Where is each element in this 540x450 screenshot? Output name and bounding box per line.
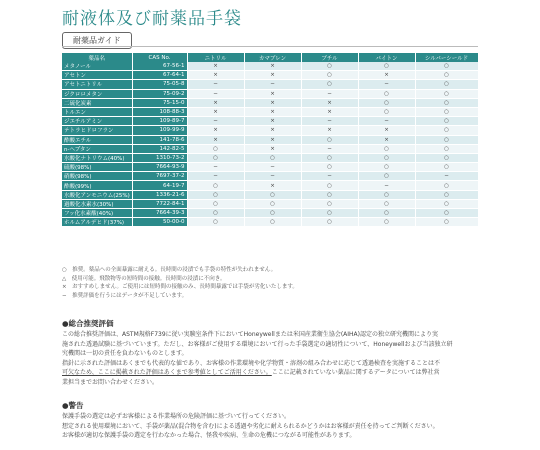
- rating-cell: ○: [244, 190, 301, 199]
- table-row: [62, 218, 478, 227]
- rating-cell: ×: [187, 71, 244, 80]
- chemical-name-cell: アセトン: [62, 71, 132, 80]
- section-heading-warning: ●警告: [62, 401, 84, 410]
- rating-cell: ○: [358, 163, 415, 172]
- rating-cell: ×: [187, 98, 244, 107]
- rating-cell: −: [187, 80, 244, 89]
- rating-cell: ○: [301, 153, 358, 162]
- rating-cell: ○: [415, 89, 478, 98]
- cas-number-cell: 142-82-5: [132, 144, 187, 153]
- rating-cell: ○: [415, 181, 478, 190]
- table-row: [62, 80, 478, 89]
- section-body-warning: [62, 412, 482, 441]
- rating-cell: ×: [244, 89, 301, 98]
- table-row: [62, 199, 478, 208]
- rating-cell: ○: [187, 218, 244, 227]
- cas-number-cell: 7697-37-2: [132, 172, 187, 181]
- rating-cell: ○: [301, 199, 358, 208]
- rating-cell: ×: [358, 135, 415, 144]
- rating-cell: ×: [187, 107, 244, 116]
- rating-cell: ×: [244, 144, 301, 153]
- rating-cell: ○: [415, 126, 478, 135]
- cas-number-cell: 67-56-1: [132, 62, 187, 71]
- table-body: [62, 62, 478, 227]
- rating-cell: −: [415, 172, 478, 181]
- rating-cell: ○: [415, 135, 478, 144]
- chemical-resistance-table: [62, 53, 479, 227]
- rating-cell: ○: [358, 98, 415, 107]
- rating-cell: ○: [415, 209, 478, 218]
- column-header: CAS No.: [132, 53, 187, 62]
- table-row: [62, 163, 478, 172]
- rating-cell: ×: [187, 126, 244, 135]
- rating-cell: ○: [358, 107, 415, 116]
- rating-cell: −: [187, 89, 244, 98]
- rating-cell: ○: [358, 89, 415, 98]
- cas-number-cell: 75-09-2: [132, 89, 187, 98]
- rating-cell: −: [358, 181, 415, 190]
- rating-cell: ×: [244, 71, 301, 80]
- rating-cell: ○: [244, 209, 301, 218]
- paragraph-line: 保護手袋の選定は必ずお客様による作業場所の危険評価に基づいて行ってください。: [62, 413, 291, 420]
- legend-not-recommended: × おすすめしません。ご使用には短時間の接触のみ、長時間暴露では手袋が劣化いたします。: [62, 284, 298, 290]
- rating-cell: −: [187, 172, 244, 181]
- table-row: [62, 144, 478, 153]
- chemical-name-cell: フッ化水素酸(40%): [62, 209, 132, 218]
- rating-cell: ×: [187, 135, 244, 144]
- chemical-name-cell: 水酸化アンモニウム(25%): [62, 190, 132, 199]
- rating-cell: ○: [301, 80, 358, 89]
- rating-cell: ○: [244, 199, 301, 208]
- column-header: バイトン: [358, 53, 415, 62]
- chemical-name-cell: 水酸化ナトリウム(40%): [62, 153, 132, 162]
- rating-cell: ○: [358, 153, 415, 162]
- rating-cell: ○: [415, 71, 478, 80]
- rating-cell: ○: [358, 62, 415, 71]
- chemical-name-cell: ジクロロメタン: [62, 89, 132, 98]
- table-row: [62, 181, 478, 190]
- rating-cell: ○: [187, 181, 244, 190]
- cas-number-cell: 141-78-6: [132, 135, 187, 144]
- cas-number-cell: 75-15-0: [132, 98, 187, 107]
- rating-cell: ×: [187, 62, 244, 71]
- rating-cell: ○: [358, 172, 415, 181]
- guide-divider: [62, 46, 478, 47]
- chemical-name-cell: トルエン: [62, 107, 132, 116]
- table-row: [62, 117, 478, 126]
- table-row: [62, 172, 478, 181]
- page-title: 耐液体及び耐薬品手袋: [62, 9, 242, 29]
- rating-cell: ○: [301, 181, 358, 190]
- chemical-name-cell: 硫酸(98%): [62, 163, 132, 172]
- rating-cell: ×: [301, 126, 358, 135]
- rating-cell: −: [301, 117, 358, 126]
- paragraph-line: 可欠なため、ここに掲載された評価はあくまで参考値としてご活用ください。ここに記載されていない薬品に関するデータについては弊社営: [62, 369, 440, 376]
- rating-cell: −: [187, 163, 244, 172]
- rating-cell: ○: [415, 218, 478, 227]
- column-header: 薬品名: [62, 53, 132, 62]
- table-row: [62, 126, 478, 135]
- cas-number-cell: 7722-84-1: [132, 199, 187, 208]
- paragraph-line: 想定される使用環境において、手袋が薬品(混合物を含む)による透過や劣化に耐えられるかどうかはお客様が責任を持ってご判断ください。: [62, 422, 439, 430]
- chemical-name-cell: 二硫化炭素: [62, 98, 132, 107]
- table-row: [62, 62, 478, 71]
- rating-cell: ○: [187, 199, 244, 208]
- rating-cell: ○: [301, 218, 358, 227]
- rating-cell: ○: [415, 107, 478, 116]
- rating-cell: ×: [244, 117, 301, 126]
- table-row: [62, 209, 478, 218]
- rating-cell: −: [358, 80, 415, 89]
- rating-cell: ×: [244, 135, 301, 144]
- cas-number-cell: 1336-21-6: [132, 190, 187, 199]
- cas-number-cell: 75-05-8: [132, 80, 187, 89]
- rating-cell: ○: [301, 163, 358, 172]
- rating-cell: −: [358, 117, 415, 126]
- rating-cell: ○: [415, 117, 478, 126]
- rating-cell: ○: [358, 218, 415, 227]
- underlined-note: 可欠なため、ここに掲載された評価はあくまで参考値としてご活用ください。: [62, 369, 272, 376]
- chemical-guide-tab[interactable]: 耐薬品ガイド: [62, 32, 132, 49]
- table-row: [62, 71, 478, 80]
- paragraph-line: 指針に示された評価はあくまでも代表的な値であり、お客様の作業環境や化学物質・溶剤の組み合わせに応じて透過検査を実施することは不: [62, 359, 441, 367]
- rating-cell: ○: [301, 209, 358, 218]
- rating-cell: ○: [415, 144, 478, 153]
- rating-cell: ○: [415, 163, 478, 172]
- column-header: シルバーシールド: [415, 53, 478, 62]
- rating-cell: −: [244, 163, 301, 172]
- rating-cell: ○: [358, 144, 415, 153]
- rating-cell: ○: [415, 98, 478, 107]
- rating-cell: ○: [187, 153, 244, 162]
- chemical-name-cell: ジエチルアミン: [62, 117, 132, 126]
- table-header-row: [62, 53, 478, 62]
- rating-cell: ×: [244, 62, 301, 71]
- cas-number-cell: 109-89-7: [132, 117, 187, 126]
- rating-cell: ×: [301, 98, 358, 107]
- rating-cell: ○: [244, 218, 301, 227]
- rating-cell: −: [187, 117, 244, 126]
- rating-cell: ○: [415, 153, 478, 162]
- paragraph-line: この総合推奨評価は、ASTM規格F739に従い実験室条件下においてHoneywellまたは米国産業衛生協会(AIHA)認定の独立研究機関により実: [62, 331, 438, 338]
- table-row: [62, 89, 478, 98]
- rating-cell: ○: [187, 190, 244, 199]
- paragraph-line: 究機関は一切の責任を負わないものとします。: [62, 350, 188, 357]
- rating-cell: −: [301, 144, 358, 153]
- rating-cell: ○: [301, 71, 358, 80]
- chemical-name-cell: ホルムアルデヒド(37%): [62, 218, 132, 227]
- column-header: カマブレン: [244, 53, 301, 62]
- rating-cell: ○: [244, 153, 301, 162]
- chemical-name-cell: n-ヘプタン: [62, 144, 132, 153]
- table-row: [62, 153, 478, 162]
- rating-cell: ×: [358, 71, 415, 80]
- rating-cell: −: [301, 172, 358, 181]
- cas-number-cell: 67-64-1: [132, 71, 187, 80]
- rating-cell: ○: [358, 199, 415, 208]
- cas-number-cell: 50-00-0: [132, 218, 187, 227]
- chemical-name-cell: 過酸化水素水(30%): [62, 199, 132, 208]
- rating-cell: ×: [358, 126, 415, 135]
- chemical-name-cell: 酢酸(99%): [62, 181, 132, 190]
- rating-cell: ×: [244, 98, 301, 107]
- legend-recommended: ○ 推奨。薬品への全面暴露に耐える。長時間の浸漬でも手袋の特性が失われません。: [62, 267, 277, 273]
- paragraph-line: お客様が適切な保護手袋の選定を行わなかった場合、怪我や疾病、生命の危機につながる可能性があります。: [62, 432, 356, 439]
- rating-cell: ○: [415, 199, 478, 208]
- column-header: ニトリル: [187, 53, 244, 62]
- cas-number-cell: 64-19-7: [132, 181, 187, 190]
- table-row: [62, 135, 478, 144]
- chemical-name-cell: アセトニトリル: [62, 80, 132, 89]
- chemical-name-cell: テトラヒドロフラン: [62, 126, 132, 135]
- cas-number-cell: 108-88-3: [132, 107, 187, 116]
- rating-cell: ○: [415, 80, 478, 89]
- section-heading-overall-rating: ●総合推奨評価: [62, 319, 114, 328]
- table-row: [62, 107, 478, 116]
- rating-cell: ×: [301, 107, 358, 116]
- rating-cell: −: [244, 80, 301, 89]
- legend-insufficient-data: − 推奨評価を行うにはデータが不足しています。: [62, 292, 188, 299]
- table-row: [62, 190, 478, 199]
- rating-cell: ○: [301, 190, 358, 199]
- rating-cell: ×: [244, 126, 301, 135]
- rating-cell: ○: [187, 144, 244, 153]
- rating-cell: ○: [358, 209, 415, 218]
- rating-cell: ○: [415, 190, 478, 199]
- rating-cell: ○: [358, 190, 415, 199]
- section-body-overall-rating: [62, 330, 482, 387]
- chemical-name-cell: 硝酸(98%): [62, 172, 132, 181]
- rating-cell: ×: [244, 107, 301, 116]
- chemical-name-cell: メタノール: [62, 62, 132, 71]
- table-row: [62, 98, 478, 107]
- chemical-name-cell: 酢酸エチル: [62, 135, 132, 144]
- rating-cell: ○: [415, 62, 478, 71]
- cas-number-cell: 7664-39-3: [132, 209, 187, 218]
- rating-legend: [62, 266, 482, 300]
- rating-cell: −: [244, 172, 301, 181]
- cas-number-cell: 109-99-9: [132, 126, 187, 135]
- rating-cell: ○: [187, 209, 244, 218]
- cas-number-cell: 1310-73-2: [132, 153, 187, 162]
- rating-cell: ○: [301, 135, 358, 144]
- rating-cell: ×: [244, 181, 301, 190]
- rating-cell: −: [301, 89, 358, 98]
- rating-cell: ○: [301, 62, 358, 71]
- legend-usable: △ 使用可能。飛散物等の短時間の接触。長時間の浸漬に不向き。: [62, 275, 226, 282]
- cas-number-cell: 7664-93-9: [132, 163, 187, 172]
- column-header: ブチル: [301, 53, 358, 62]
- paragraph-line: 施された透過試験に基づいています。ただし、お客様がご使用する環境において行った手袋選定の適切性について、Honeywellおよび当該独立研: [62, 340, 453, 348]
- paragraph-line: 業担当までお問い合わせください。: [62, 378, 159, 386]
